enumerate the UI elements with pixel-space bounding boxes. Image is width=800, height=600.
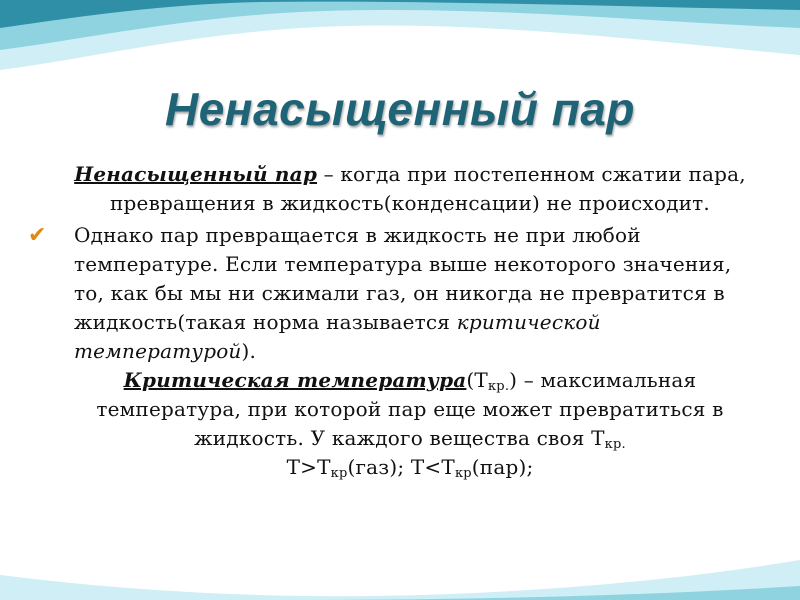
paragraph-unsaturated-definition <box>60 160 760 218</box>
term-critical-temperature: Критическая температура <box>123 368 467 392</box>
symbol-open: (Т <box>466 368 488 392</box>
bullet-text: Однако пар превращается в жидкость не при любой температуре. Если температура выше некоторого значения, то, как бы мы ни сжимали газ, он никогда не превратится в жидкость(такая норма называется <box>74 223 732 334</box>
formula-line <box>60 453 760 482</box>
subscript-kr: кр. <box>487 379 510 394</box>
slide-body <box>28 160 760 482</box>
formula-sub-1: кр <box>330 466 348 481</box>
subscript-kr-2: кр. <box>604 437 626 452</box>
formula-sub-2: кр <box>454 466 472 481</box>
paragraph-critical-temperature <box>60 366 760 453</box>
term-unsaturated-vapor: Ненасыщенный пар <box>74 162 318 186</box>
check-icon: ✔ <box>28 223 47 248</box>
critical-temperature-text: ) – максимальная температура, при которой пар еще может превратиться в жидкость. У каждого вещества своя Т <box>96 368 724 450</box>
slide-title: Ненасыщенный пар <box>165 83 635 135</box>
italic-critical-temperature: критической температурой <box>74 310 601 363</box>
formula-part-c: (пар); <box>471 455 534 479</box>
formula-part-a: Т>Т <box>286 455 331 479</box>
bullet-text-end: ). <box>241 339 257 363</box>
formula-part-b: (газ); Т<Т <box>347 455 455 479</box>
definition-text: – когда при постепенном сжатии пара, превращения в жидкость(конденсации) не происходит. <box>110 162 746 215</box>
bullet-paragraph <box>28 221 760 366</box>
